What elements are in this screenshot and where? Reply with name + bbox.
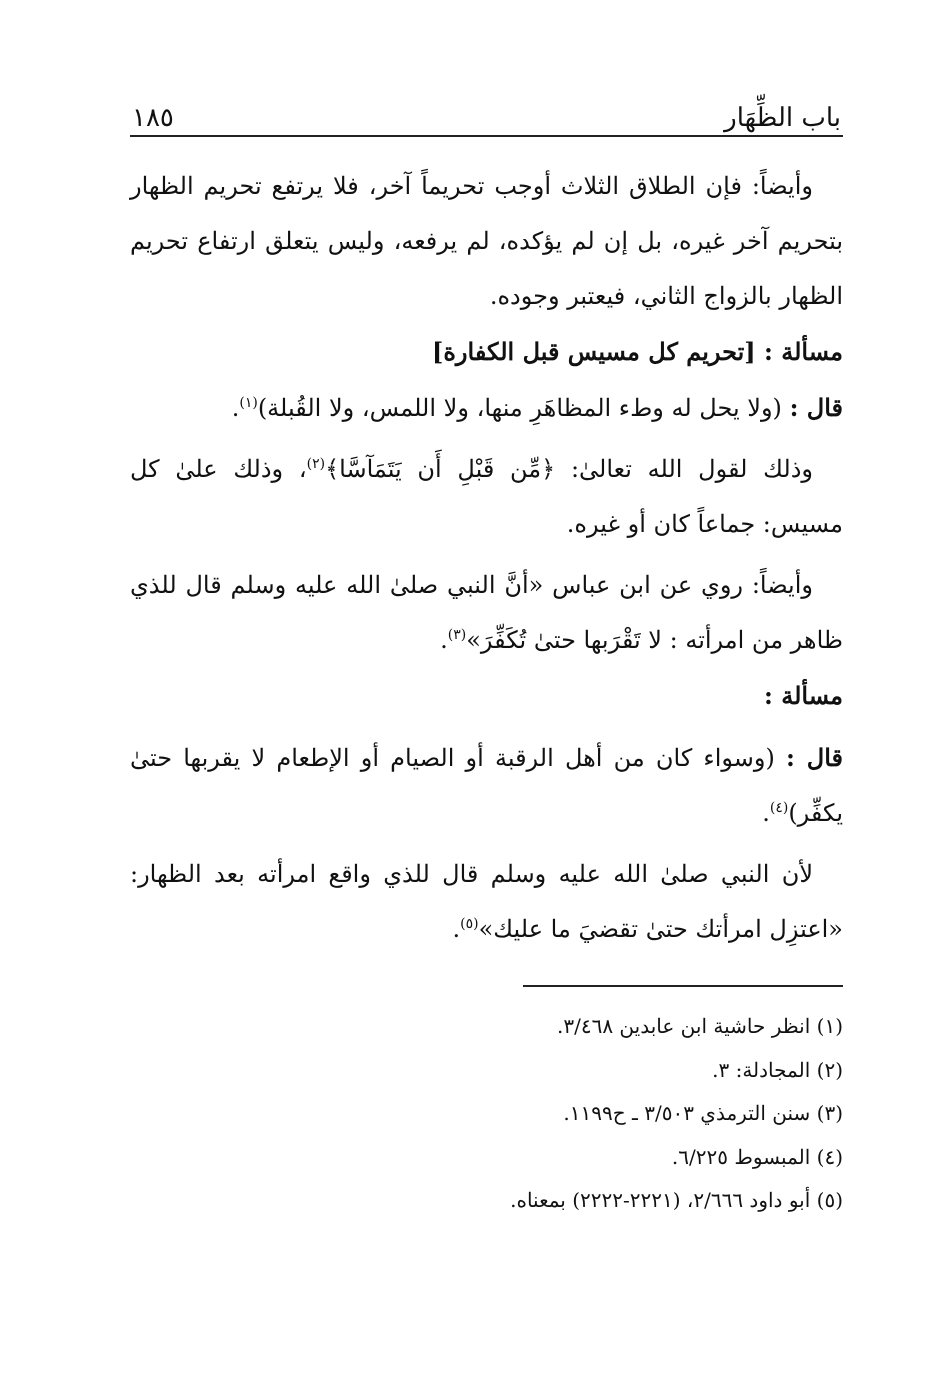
paragraph-2 xyxy=(130,442,843,552)
footnote-list xyxy=(130,1005,843,1223)
chapter-title: باب الظِّهَار xyxy=(724,103,841,133)
quote-1 xyxy=(130,380,843,436)
quote-label: قال : xyxy=(789,393,843,422)
issue-title: [تحريم كل مسيس قبل الكفارة] xyxy=(432,337,756,366)
quote-text: (وسواء كان من أهل الرقبة أو الصيام أو الإطعام لا يقربها حتىٰ يكفِّر) xyxy=(130,744,843,827)
issue-heading-2 xyxy=(130,668,843,724)
running-header xyxy=(130,95,843,137)
quote-label: قال : xyxy=(786,743,843,772)
paragraph-2-part-b: ، وذلك علىٰ كل مسيس: جماعاً كان أو غيره. xyxy=(130,455,843,538)
footnote-5: (٥) أبو داود ٢/٦٦٦، (٢٢٢١-٢٢٢٢) بمعناه. xyxy=(510,1188,843,1212)
quote-end: . xyxy=(231,394,240,422)
footnote-ref-2: (٢) xyxy=(306,456,326,472)
footnote-ref-3: (٣) xyxy=(447,627,467,643)
quote-text: (ولا يحل له وطء المظاهَرِ منها، ولا اللمس، ولا القُبلة) xyxy=(257,394,782,422)
paragraph-4-end: . xyxy=(452,915,461,943)
footnote-1: (١) انظر حاشية ابن عابدين ٣/٤٦٨. xyxy=(557,1014,843,1038)
paragraph-4 xyxy=(130,847,843,957)
quote-2 xyxy=(130,730,843,841)
footnote-3: (٣) سنن الترمذي ٣/٥٠٣ ـ ح١١٩٩. xyxy=(563,1101,843,1125)
footnote-2: (٢) المجادلة: ٣. xyxy=(712,1057,843,1082)
footnote-divider xyxy=(523,985,843,987)
page-number: ١٨٥ xyxy=(132,103,174,133)
issue-heading-1 xyxy=(130,324,843,380)
paragraph-1: وأيضاً: فإن الطلاق الثلاث أوجب تحريماً آخر، فلا يرتفع تحريم الظهار بتحريم آخر غيره، بل إن لم يؤكده، لم يرفعه، وليس يتعلق ارتفاع تحريم الظهار بالزواج الثاني، فيعتبر وجوده. xyxy=(130,172,843,310)
paragraph-4-text: لأن النبي صلىٰ الله عليه وسلم قال للذي واقع امرأته بعد الظهار: «اعتزِل امرأتك حتىٰ تقضيَ ما عليك» xyxy=(130,860,843,943)
paragraph-2-part-a: وذلك لقول الله تعالىٰ: ﴿مِّن قَبْلِ أَن يَتَمَآسَّا﴾ xyxy=(325,455,813,483)
paragraph-3 xyxy=(130,558,843,668)
quote-end: . xyxy=(762,799,770,827)
footnote-4: (٤) المبسوط ٦/٢٢٥. xyxy=(671,1144,843,1169)
footnote-ref-5: (٥) xyxy=(460,916,479,932)
paragraph-3-end: . xyxy=(440,626,448,654)
issue-label: مسألة : xyxy=(764,337,843,366)
footnotes xyxy=(130,985,843,1223)
issue-label: مسألة : xyxy=(764,681,843,710)
footnote-ref-4: (٤) xyxy=(769,800,789,816)
page xyxy=(130,95,843,1212)
footnote-ref-1: (١) xyxy=(239,395,258,411)
main-text xyxy=(130,159,843,957)
paragraph-3-text: وأيضاً: روي عن ابن عباس «أنَّ النبي صلىٰ الله عليه وسلم قال للذي ظاهر من امرأته : لا تَقْرَبها حتىٰ تُكَفِّرَ» xyxy=(130,571,843,654)
